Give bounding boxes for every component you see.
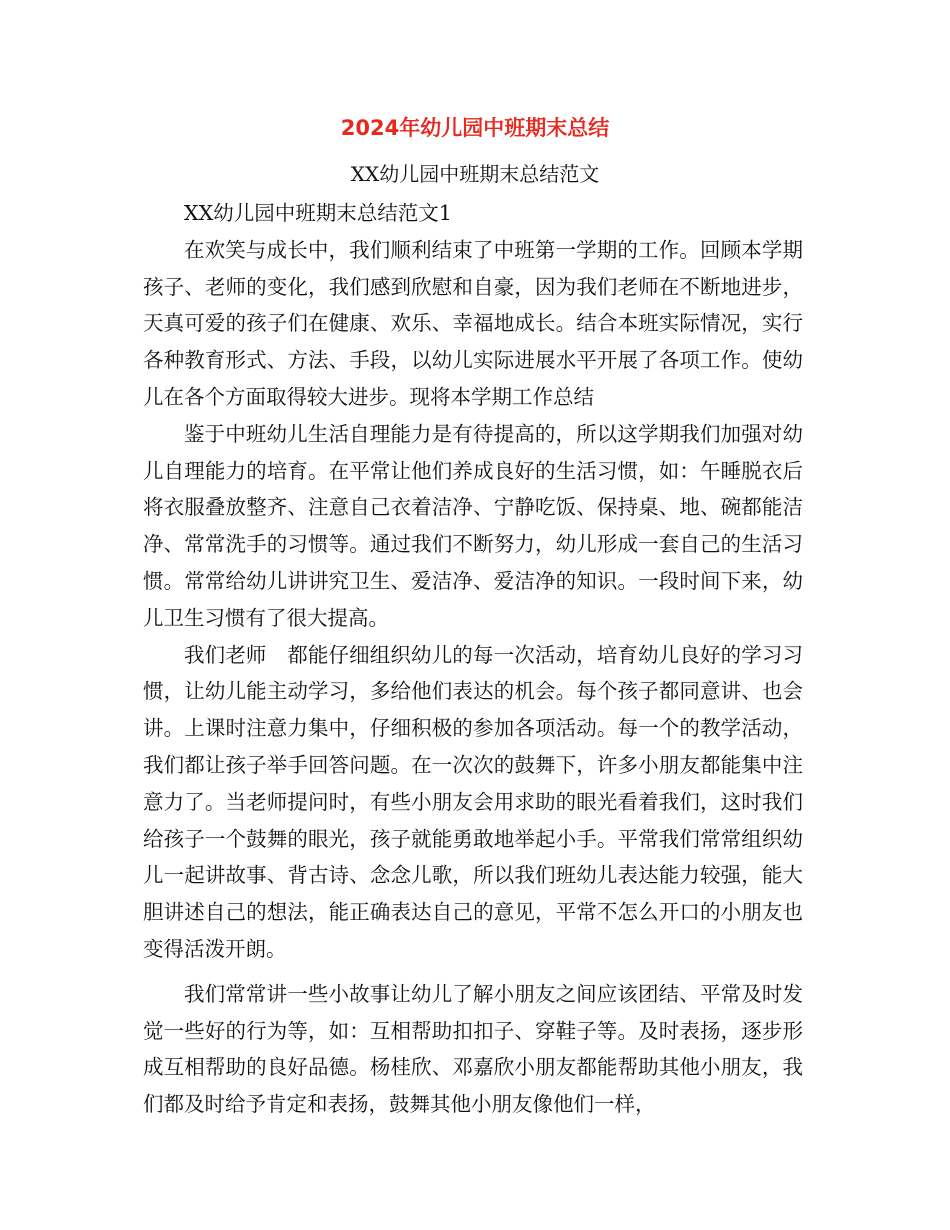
document-body: [143, 195, 803, 1123]
document-subtitle: XX幼儿园中班期末总结范文: [350, 162, 600, 186]
paragraph-learning: 我们老师 都能仔细组织幼儿的每一次活动，培育幼儿良好的学习习惯，让幼儿能主动学习，多给他们表达的机会。每个孩子都同意讲、也会讲。上课时注意力集中，仔细积极的参加各项活动。每一个的教学活动，我们都让孩子举手回答问题。在一次次的鼓舞下，许多小朋友都能集中注意力了。当老师提问时，有些小朋友会用求助的眼光看着我们，这时我们给孩子一个鼓舞的眼光，孩子就能勇敢地举起小手。平常我们常常组织幼儿一起讲故事、背古诗、念念儿歌，所以我们班幼儿表达能力较强，能大胆讲述自己的想法，能正确表达自己的意见，平常不怎么开口的小朋友也变得活泼开朗。: [143, 642, 803, 961]
section-heading: XX幼儿园中班期末总结范文1: [184, 201, 452, 225]
paragraph-intro: 在欢笑与成长中，我们顺利结束了中班第一学期的工作。回顾本学期孩子、老师的变化，我们感到欣慰和自豪，因为我们老师在不断地进步，天真可爱的孩子们在健康、欢乐、幸福地成长。结合本班实际情况，实行各种教育形式、方法、手段，以幼儿实际进展水平开展了各项工作。使幼儿在各个方面取得较大进步。现将本学期工作总结: [143, 237, 803, 409]
paragraph-unity: 我们常常讲一些小故事让幼儿了解小朋友之间应该团结、平常及时发觉一些好的行为等，如：互相帮助扣扣子、穿鞋子等。及时表扬，逐步形成互相帮助的良好品德。杨桂欣、邓嘉欣小朋友都能帮助其他小朋友，我们都及时给予肯定和表扬，鼓舞其他小朋友像他们一样，: [143, 981, 803, 1117]
paragraph-self-care: 鉴于中班幼儿生活自理能力是有待提高的，所以这学期我们加强对幼儿自理能力的培育。在平常让他们养成良好的生活习惯，如：午睡脱衣后将衣服叠放整齐、注意自己衣着洁净、宁静吃饭、保持桌、地、碗都能洁净、常常洗手的习惯等。通过我们不断努力，幼儿形成一套自己的生活习惯。常常给幼儿讲讲究卫生、爱洁净、爱洁净的知识。一段时间下来，幼儿卫生习惯有了很大提高。: [143, 421, 803, 630]
document-title: 2024年幼儿园中班期末总结: [340, 116, 610, 140]
